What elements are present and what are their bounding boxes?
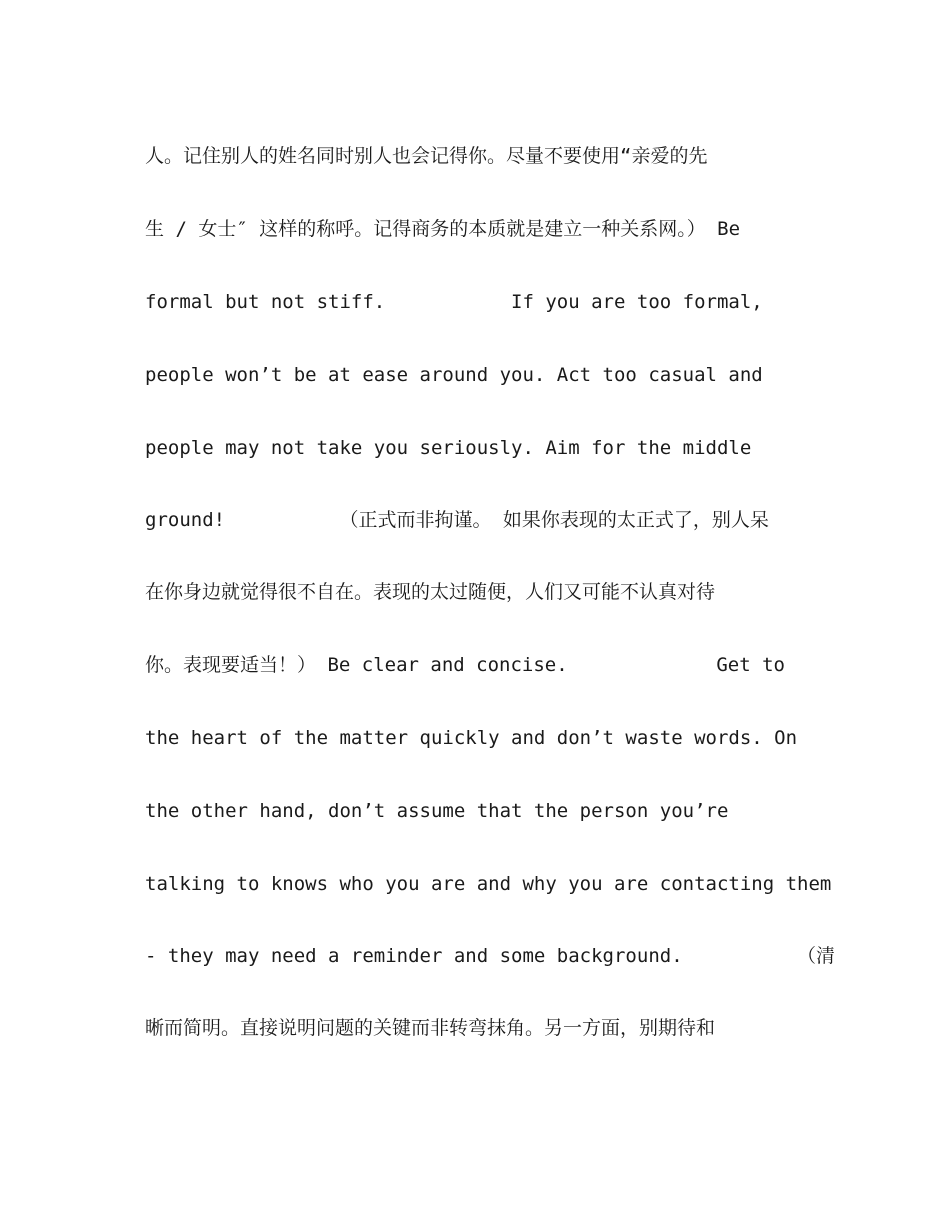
text-line: the heart of the matter quickly and don’t waste words. On [145, 727, 798, 749]
text-line: talking to knows who you are and why you are contacting them [145, 873, 832, 895]
text-line: formal but not stiff. If you are too formal, [145, 291, 763, 313]
text-line: the other hand, don’t assume that the person you’re [145, 800, 729, 822]
text-line: people won’t be at ease around you. Act too casual and [145, 364, 763, 386]
text-line: people may not take you seriously. Aim for the middle [145, 437, 752, 459]
text-line: 人。记住别人的姓名同时别人也会记得你。尽量不要使用“亲爱的先 [145, 145, 708, 167]
text-line: 在你身边就觉得很不自在。表现的太过随便，人们又可能不认真对待 [145, 581, 716, 603]
text-line: - they may need a reminder and some background. （清 [145, 945, 836, 967]
text-line: 生 / 女士″ 这样的称呼。记得商务的本质就是建立一种关系网。） Be [145, 218, 741, 240]
text-line: ground! （正式而非拘谨。 如果你表现的太正式了，别人呆 [145, 509, 769, 531]
text-line: 晰而简明。直接说明问题的关键而非转弯抹角。另一方面，别期待和 [145, 1017, 716, 1039]
text-line: 你。表现要适当！） Be clear and concise. Get to [145, 654, 785, 676]
